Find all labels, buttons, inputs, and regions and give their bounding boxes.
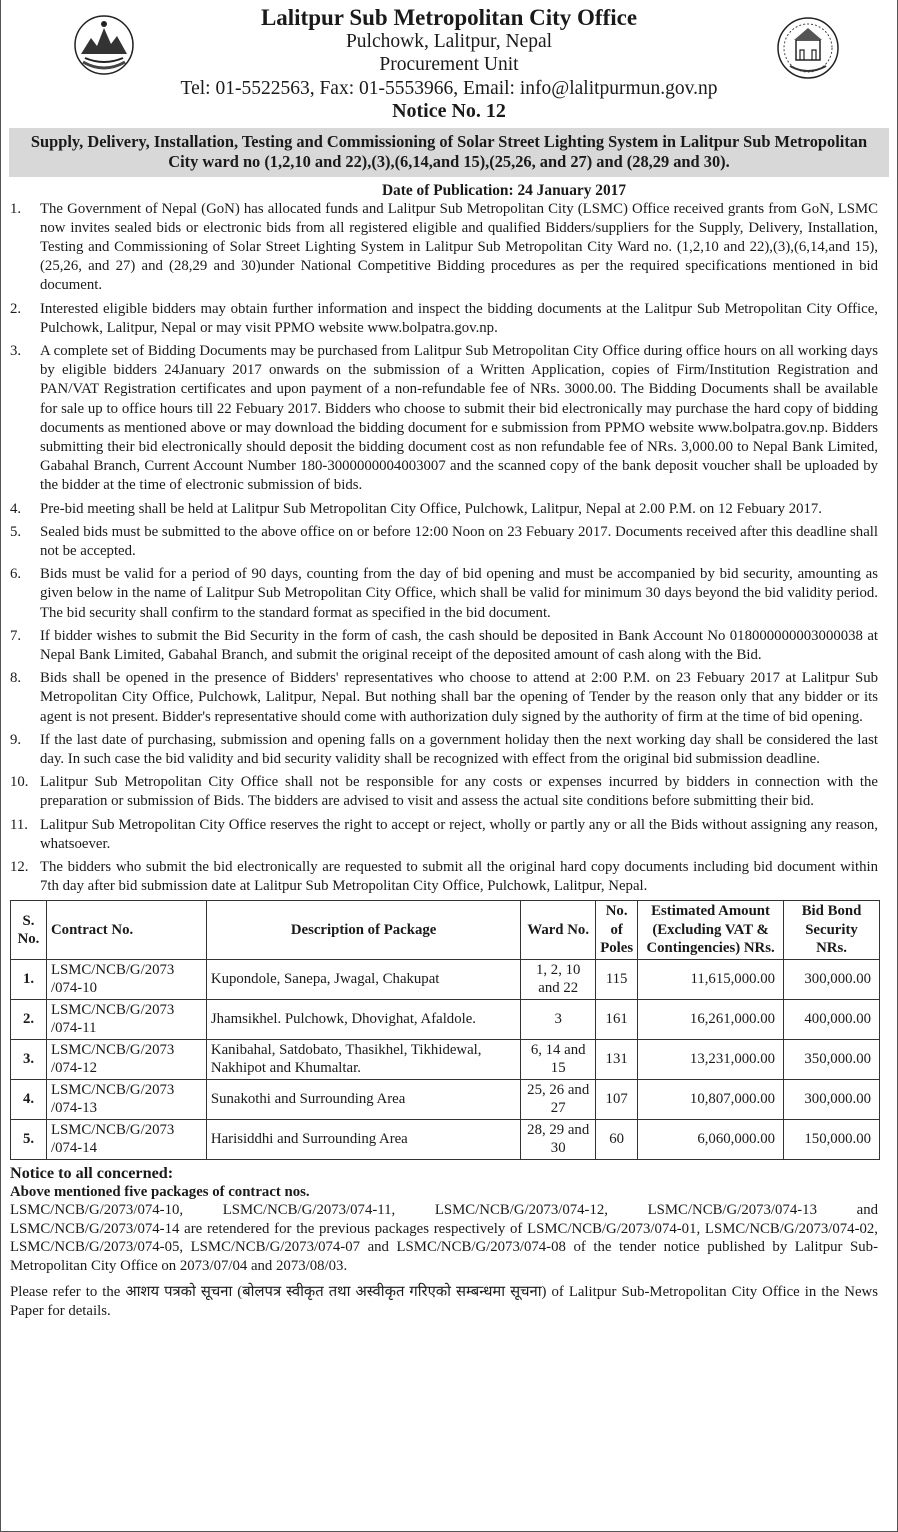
nepal-emblem-icon [73, 14, 135, 76]
cell-contract: LSMC/NCB/G/2073 /074-13 [46, 1079, 206, 1119]
cell-sno: 5. [11, 1119, 47, 1159]
cell-amount: 6,060,000.00 [638, 1119, 784, 1159]
notice-subject: Supply, Delivery, Installation, Testing and Commissioning of Solar Street Lighting System in Lalitpur Sub Metropolitan City ward no (1,2,10 and 22),(3),(6,14,and 15),(25,26, and 27) and (28,29 and 30). [9, 128, 889, 177]
clause-text: Bids must be valid for a period of 90 days, counting from the day of bid opening and must be accompanied by bid security, amounting as given below in the name of Lalitpur Sub Metropolitan City Office, which shall be valid for minimum 30 days beyond the bid validity period. The bid security shall confirm to the standard format as specified in the bid document. [40, 566, 878, 621]
clause-item [10, 500, 878, 519]
notice-body: LSMC/NCB/G/2073/074-10, LSMC/NCB/G/2073/074-11, LSMC/NCB/G/2073/074-12, LSMC/NCB/G/2073/074-13 and LSMC/NCB/G/2073/074-14 are retendered for the previous packages respectively of LSMC/NCB/G/2073/074-01, LSMC/NCB/G/2073/074-02, LSMC/NCB/G/2073/074-05, LSMC/NCB/G/2073/074-07 and LSMC/NCB/G/2073/074-08 of the tender notice published by Lalitpur Sub-Metropolitan City Office on 2073/07/04 and 2073/08/03. [10, 1202, 878, 1274]
cell-description: Kupondole, Sanepa, Jwagal, Chakupat [206, 959, 520, 999]
cell-sno: 1. [11, 959, 47, 999]
cell-ward: 6, 14 and 15 [521, 1039, 596, 1079]
clause-text: Pre-bid meeting shall be held at Lalitpur Sub Metropolitan City Office, Pulchowk, Lalitpur, Nepal at 2.00 P.M. on 12 Febuary 2017. [40, 500, 823, 517]
contact-line: Tel: 01-5522563, Fax: 01-5553966, Email: info@lalitpurmun.gov.np [180, 77, 718, 99]
col-poles: No. of Poles [596, 901, 638, 960]
clause-text: If the last date of purchasing, submission and opening falls on a government holiday then the next working day shall be considered the last day. In such case the bid validity and bid security validity shall be recognized with effect from the original bid submission deadline. [40, 731, 878, 767]
letterhead [1, 0, 897, 124]
col-ward: Ward No. [521, 901, 596, 960]
office-address: Pulchowk, Lalitpur, Nepal [345, 30, 553, 52]
lalitpur-seal-icon [776, 16, 840, 80]
clause-number: 1. [10, 200, 22, 217]
clause-item [10, 523, 878, 561]
col-sno: S. No. [11, 901, 47, 960]
table-row [11, 1039, 880, 1079]
clause-text: The bidders who submit the bid electronically are requested to submit all the original hard copy documents including bid document within 7th day after bid submission date at Lalitpur Sub Metropolitan City Office, Pulchowk, Lalitpur, Nepal. [40, 859, 878, 895]
table-row [11, 959, 880, 999]
cell-poles: 161 [596, 999, 638, 1039]
clause-item [10, 773, 878, 811]
col-bond: Bid Bond Security NRs. [784, 901, 880, 960]
clause-number: 2. [10, 300, 22, 317]
clause-item [10, 200, 878, 296]
cell-ward: 28, 29 and 30 [521, 1119, 596, 1159]
office-name: Lalitpur Sub Metropolitan City Office [260, 5, 638, 30]
clause-number: 10. [10, 774, 29, 791]
clause-text: Lalitpur Sub Metropolitan City Office shall not be responsible for any costs or expenses incurred by bidders in connection with the preparation or submission of Bids. The bidders are advised to visit and assess the actual site conditions before submitting their bid. [40, 774, 878, 810]
notice-subheading: Above mentioned five packages of contract nos. [10, 1183, 310, 1200]
cell-bond: 150,000.00 [784, 1119, 880, 1159]
clause-number: 3. [10, 342, 22, 359]
cell-bond: 400,000.00 [784, 999, 880, 1039]
cell-contract: LSMC/NCB/G/2073 /074-12 [46, 1039, 206, 1079]
cell-ward: 25, 26 and 27 [521, 1079, 596, 1119]
clause-number: 9. [10, 731, 22, 748]
cell-sno: 4. [11, 1079, 47, 1119]
notice-clauses [1, 200, 897, 897]
clause-item [10, 816, 878, 854]
clause-text: A complete set of Bidding Documents may be purchased from Lalitpur Sub Metropolitan City Office during office hours on all working days by eligible bidders 24January 2017 onwards on the submission of a Written Application, copies of Firm/Institution Registration and PAN/VAT Registration certificates and upon payment of a non-refundable fee of NRs. 3000.00. The Bidding Documents shall be available for sale up to office hours till 22 Febuary 2017. Bidders who choose to submit their bid electronically may purchase the hard copy of bidding documents as mentioned above or may download the bidding document for e submission from PPMO website www.bolpatra.gov.np. Bidders submitting their bid electronically should deposit the bidding document cost as non refundable fee of NRs. 3,000.00 to Nepal Bank Limited, Gabahal Branch, Current Account Number 180-3000000004003007 and the scanned copy of the bank deposit voucher shall be uploaded by the bidder at the time of electronic submission of bids. [40, 342, 878, 494]
clause-text: Lalitpur Sub Metropolitan City Office reserves the right to accept or reject, wholly or partly any or all the Bids without assigning any reason, whatsoever. [40, 816, 878, 852]
clause-item [10, 627, 878, 665]
cell-ward: 1, 2, 10 and 22 [521, 959, 596, 999]
cell-bond: 350,000.00 [784, 1039, 880, 1079]
clause-item [10, 300, 878, 338]
table-header-row [11, 901, 880, 960]
notice-number: Notice No. 12 [392, 100, 506, 122]
cell-sno: 2. [11, 999, 47, 1039]
notice-heading: Notice to all concerned: [10, 1163, 174, 1182]
cell-contract: LSMC/NCB/G/2073 /074-10 [46, 959, 206, 999]
clause-number: 11. [10, 816, 28, 833]
clause-item [10, 669, 878, 727]
retender-notice [1, 1160, 897, 1321]
table-row [11, 1119, 880, 1159]
cell-amount: 11,615,000.00 [638, 959, 784, 999]
cell-poles: 107 [596, 1079, 638, 1119]
clause-item [10, 342, 878, 496]
cell-amount: 16,261,000.00 [638, 999, 784, 1039]
table-row [11, 1079, 880, 1119]
clause-number: 4. [10, 500, 22, 517]
cell-bond: 300,000.00 [784, 959, 880, 999]
cell-poles: 60 [596, 1119, 638, 1159]
clause-number: 12. [10, 859, 29, 875]
cell-amount: 13,231,000.00 [638, 1039, 784, 1079]
clause-text: Bids shall be opened in the presence of Bidders' representatives who choose to attend at 2:00 P.M. on 23 Febuary 2017 at Lalitpur Sub Metropolitan City Office, Pulchowk, Lalitpur, Nepal. But nothing shall bar the opening of Tender by the reason only that any bidder or its agent is not present. Bidder's representative should come with authorization duly signed by the authority of firm at the time of bid opening. [40, 670, 878, 725]
col-description: Description of Package [206, 901, 520, 960]
clause-item [10, 565, 878, 623]
clause-number: 5. [10, 523, 22, 540]
cell-bond: 300,000.00 [784, 1079, 880, 1119]
clause-text: Sealed bids must be submitted to the above office on or before 12:00 Noon on 23 Febuary 2017. Documents received after this deadline shall not be accepted. [40, 523, 878, 559]
cell-description: Kanibahal, Satdobato, Thasikhel, Tikhidewal, Nakhipot and Khumaltar. [206, 1039, 520, 1079]
cell-description: Harisiddhi and Surrounding Area [206, 1119, 520, 1159]
cell-description: Jhamsikhel. Pulchowk, Dhovighat, Afaldole. [206, 999, 520, 1039]
cell-amount: 10,807,000.00 [638, 1079, 784, 1119]
clause-text: The Government of Nepal (GoN) has allocated funds and Lalitpur Sub Metropolitan City (LSMC) Office received grants from GoN, LSMC now invites sealed bids or electronic bids from all registered eligible and qualified Bidders/suppliers for the Supply, Delivery, Installation, Testing and Commissioning of Solar Street Lighting System in Lalitpur Sub Metropolitan City Ward no. (1,2,10 and 22),(3),(6,14,and 15),(25,26, and 27) and (28,29 and 30)under National Competitive Bidding procedures as per the required specifications mentioned in bid document. [40, 200, 878, 294]
cell-contract: LSMC/NCB/G/2073 /074-14 [46, 1119, 206, 1159]
cell-poles: 131 [596, 1039, 638, 1079]
clause-number: 6. [10, 566, 22, 583]
office-unit: Procurement Unit [379, 54, 519, 75]
publication-date: Date of Publication: 24 January 2017 [381, 181, 627, 199]
col-amount: Estimated Amount (Excluding VAT & Contingencies) NRs. [638, 901, 784, 960]
clause-number: 7. [10, 627, 22, 644]
col-contract: Contract No. [46, 901, 206, 960]
notice-reference: Please refer to the आशय पत्रको सूचना (बोलपत्र स्वीकृत तथा अस्वीकृत गरिएको सम्बन्धमा सूचना) of Lalitpur Sub-Metropolitan City Office in the News Paper for details. [10, 1284, 878, 1320]
cell-sno: 3. [11, 1039, 47, 1079]
cell-contract: LSMC/NCB/G/2073 /074-11 [46, 999, 206, 1039]
clause-item [10, 858, 878, 896]
cell-poles: 115 [596, 959, 638, 999]
table-row [11, 999, 880, 1039]
clause-text: Interested eligible bidders may obtain further information and inspect the bidding documents at the Lalitpur Sub Metropolitan City Office, Pulchowk, Lalitpur, Nepal or may visit PPMO website www.bolpatra.gov.np. [40, 300, 878, 336]
clause-item [10, 731, 878, 769]
clause-number: 8. [10, 670, 22, 687]
clause-text: If bidder wishes to submit the Bid Security in the form of cash, the cash should be deposited in Bank Account No 018000000003000038 at Nepal Bank Limited, Gabahal Branch, and submit the original receipt of the deposited amount of cash along with the Bid. [40, 627, 878, 663]
package-table [10, 900, 880, 1160]
cell-description: Sunakothi and Surrounding Area [206, 1079, 520, 1119]
cell-ward: 3 [521, 999, 596, 1039]
